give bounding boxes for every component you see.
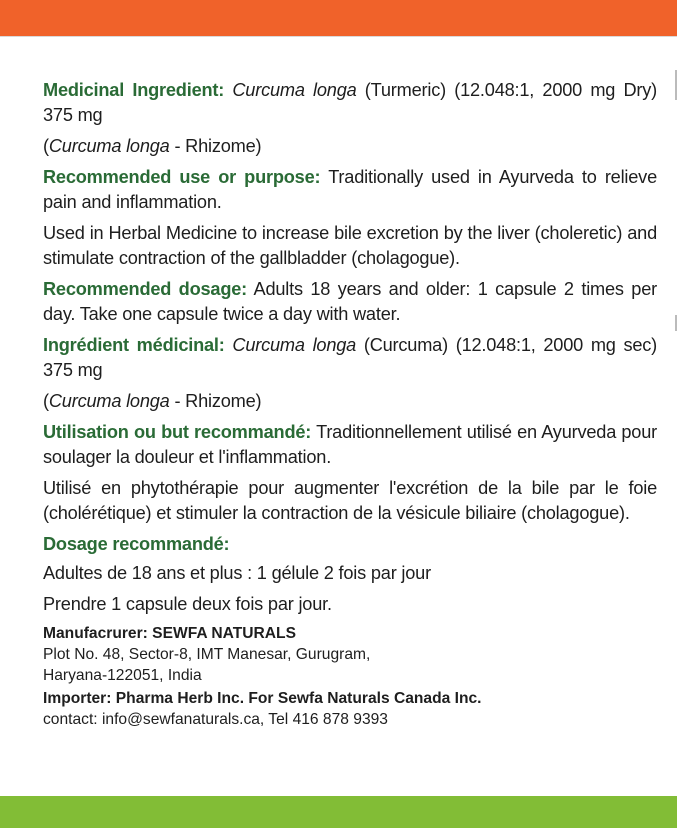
en-ingredient-label: Medicinal Ingredient:	[43, 80, 225, 100]
fr-use-label: Utilisation ou but recommandé:	[43, 422, 312, 442]
fr-source-species: Curcuma longa	[48, 391, 170, 411]
en-ingredient-species: Curcuma longa	[232, 80, 357, 100]
manufacturer-block	[43, 623, 657, 730]
fr-ingredient-rest: (Curcuma) (12.048:1, 2000 mg sec) 375 mg	[43, 335, 658, 380]
fr-ingredient-label: Ingrédient médicinal:	[43, 335, 225, 355]
top-orange-bar	[0, 0, 677, 36]
fr-source	[43, 389, 657, 414]
fr-use	[43, 420, 657, 470]
fr-source-open: (	[43, 391, 49, 411]
fr-use2: Utilisé en phytothérapie pour augmenter l'excrétion de la bile par le foie (cholérétique) et stimuler la contraction de la vésicule biliaire (cholagogue).	[43, 478, 657, 523]
fr-dosage-line1: Adultes de 18 ans et plus : 1 gélule 2 fois par jour	[43, 563, 431, 583]
en-source-open: (	[43, 136, 49, 156]
en-use-text: Traditionally used in Ayurveda to relieve pain and inflammation.	[43, 167, 657, 212]
en-ingredient	[43, 78, 657, 128]
manufacturer-address2: Haryana-122051, India	[43, 667, 202, 684]
en-use2: Used in Herbal Medicine to increase bile excretion by the liver (choleretic) and stimulate contraction of the gallbladder (cholagogue).	[43, 223, 657, 268]
manufacturer-address1: Plot No. 48, Sector-8, IMT Manesar, Gurugram,	[43, 646, 371, 663]
en-dosage-label: Recommended dosage:	[43, 279, 248, 299]
label-text	[43, 78, 657, 730]
en-dosage	[43, 277, 657, 327]
en-use-label: Recommended use or purpose:	[43, 167, 321, 187]
fr-ingredient	[43, 333, 657, 383]
en-source-species: Curcuma longa	[48, 136, 170, 156]
fr-ingredient-species: Curcuma longa	[232, 335, 357, 355]
bottom-green-bar	[0, 796, 677, 828]
en-ingredient-rest: (Turmeric) (12.048:1, 2000 mg Dry) 375 mg	[43, 80, 657, 125]
fr-source-rest: - Rhizome)	[169, 391, 262, 411]
top-divider	[0, 36, 677, 37]
fr-dosage-label: Dosage recommandé:	[43, 534, 230, 554]
en-use	[43, 165, 657, 215]
en-source	[43, 134, 657, 159]
fr-use-text: Traditionnellement utilisé en Ayurveda pour soulager la douleur et l'inflammation.	[43, 422, 657, 467]
manufacturer-label: Manufacrurer: SEWFA NATURALS	[43, 625, 296, 642]
importer-label: Importer: Pharma Herb Inc. For Sewfa Naturals Canada Inc.	[43, 690, 482, 707]
en-source-rest: - Rhizome)	[169, 136, 262, 156]
en-dosage-text: Adults 18 years and older: 1 capsule 2 times per day. Take one capsule twice a day with water.	[43, 279, 657, 324]
fr-dosage-line2: Prendre 1 capsule deux fois par jour.	[43, 594, 332, 614]
importer-contact: contact: info@sewfanaturals.ca, Tel 416 878 9393	[43, 711, 388, 728]
